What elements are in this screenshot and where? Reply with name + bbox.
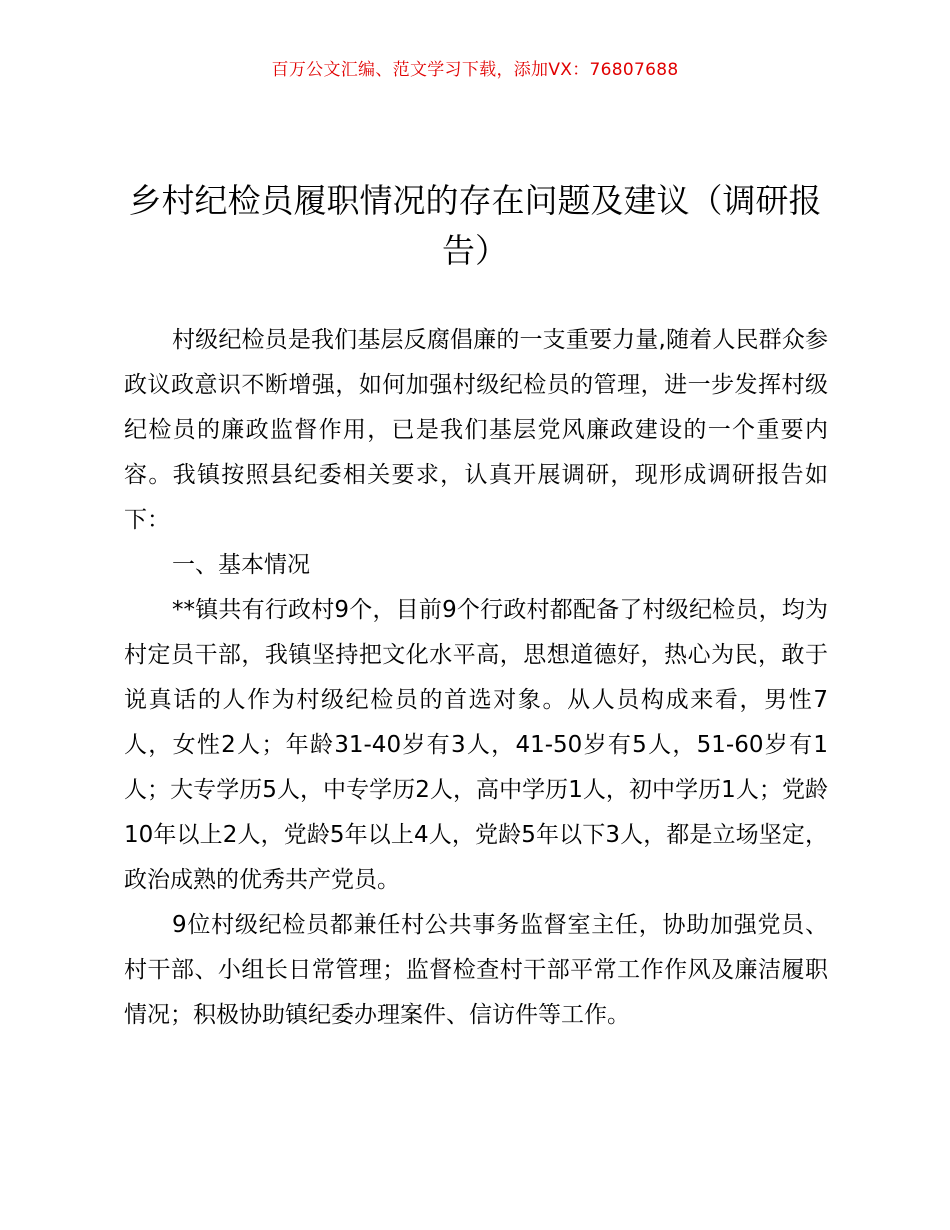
paragraph-staff-overview: **镇共有行政村9个，目前9个行政村都配备了村级纪检员，均为村定员干部，我镇坚持把文化水平高，思想道德好，热心为民，敢于说真话的人作为村级纪检员的首选对象。从人员构成来看，男性7人，女性2人；年龄31-40岁有3人，41-50岁有5人，51-60岁有1人；大专学历5人，中专学历2人，高中学历1人，初中学历1人；党龄10年以上2人，党龄5年以上4人，党龄5年以下3人，都是立场坚定，政治成熟的优秀共产党员。	[124, 597, 828, 893]
paragraph-duties: 9位村级纪检员都兼任村公共事务监督室主任，协助加强党员、村干部、小组长日常管理；监督检查村干部平常工作作风及廉洁履职情况；积极协助镇纪委办理案件、信访件等工作。	[124, 912, 828, 1028]
document-title: 乡村纪检员履职情况的存在问题及建议（调研报告）	[128, 181, 822, 270]
paragraph-intro: 村级纪检员是我们基层反腐倡廉的一支重要力量,随着人民群众参政议政意识不断增强，如何加强村级纪检员的管理，进一步发挥村级纪检员的廉政监督作用，已是我们基层党风廉政建设的一个重要内容。我镇按照县纪委相关要求，认真开展调研，现形成调研报告如下：	[124, 327, 828, 533]
document-body	[124, 318, 828, 1038]
header-watermark-text: 百万公文汇编、范文学习下载，添加VX：76807688	[271, 60, 679, 80]
section-heading-basic-situation: 一、基本情况	[172, 552, 310, 578]
